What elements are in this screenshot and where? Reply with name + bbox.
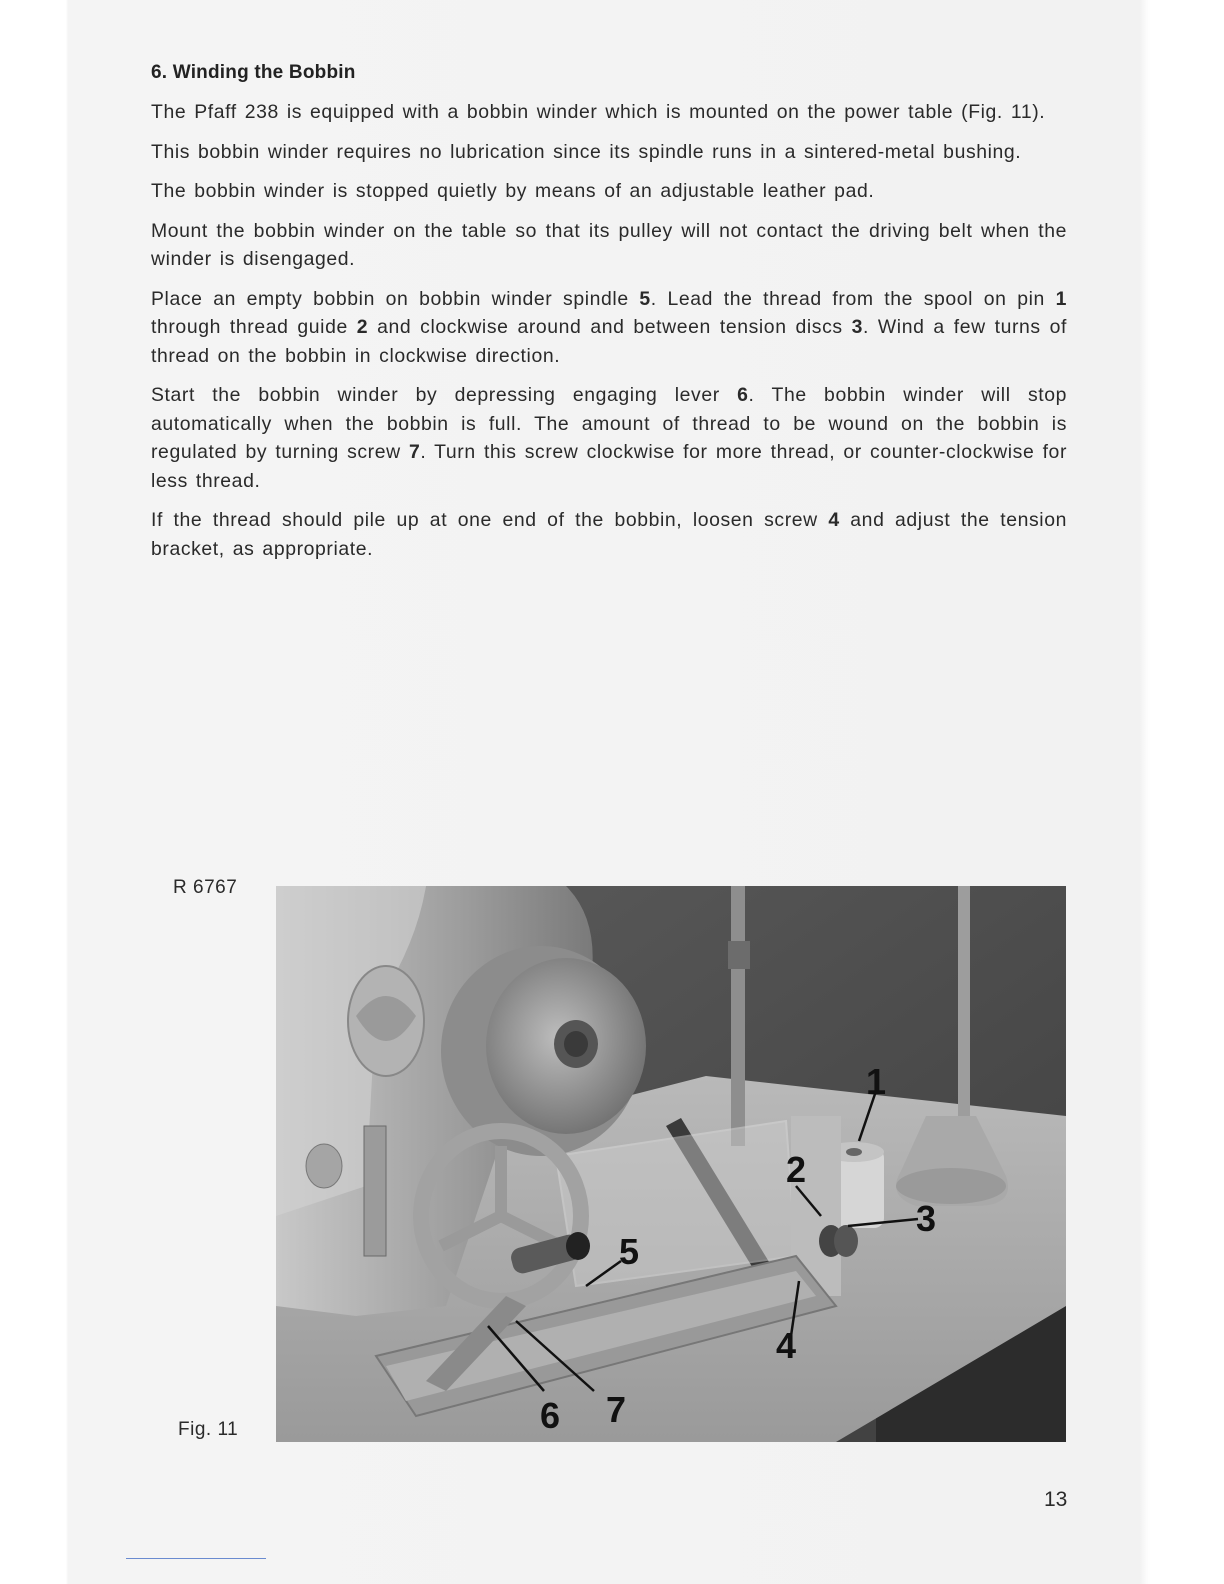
callout-1: 1 (866, 1061, 887, 1102)
callout-2: 2 (786, 1149, 807, 1190)
paragraph-5: Place an empty bobbin on bobbin winder spindle 5. Lead the thread from the spool on pin 1 through thread guide 2 and clockwise around and between tension discs 3. Wind a few turns of thread on the bobbin in clockwise direction. (151, 287, 1068, 367)
callout-4: 4 (776, 1325, 797, 1366)
footer-rule (126, 1558, 266, 1559)
page-number: 13 (1044, 1488, 1068, 1511)
section-heading: 6. Winding the Bobbin (151, 62, 356, 83)
paragraph-3: The bobbin winder is stopped quietly by means of an adjustable leather pad. (151, 180, 875, 202)
paragraph-6: Start the bobbin winder by depressing engaging lever 6. The bobbin winder will stop automatically when the bobbin is full. The amount of thread to be wound on the bobbin is regulated by turning screw 7. Turn this screw clockwise for more thread, or counter-clockwise for less thread. (151, 384, 1068, 492)
paragraph-4: Mount the bobbin winder on the table so that its pulley will not contact the driving belt when the winder is disengaged. (151, 219, 1067, 270)
section-text (151, 62, 1067, 574)
figure-caption: Fig. 11 (178, 1419, 239, 1440)
paragraph-2: This bobbin winder requires no lubrication since its spindle runs in a sintered-metal bushing. (151, 140, 1022, 163)
callout-3: 3 (916, 1198, 937, 1239)
callout-5: 5 (619, 1231, 640, 1272)
paragraph-7: If the thread should pile up at one end of the bobbin, loosen screw 4 and adjust the tension bracket, as appropriate. (151, 509, 1067, 560)
bobbin-winder-photo (276, 886, 1066, 1442)
callout-7: 7 (606, 1389, 627, 1430)
paragraph-1: The Pfaff 238 is equipped with a bobbin winder which is mounted on the power table (Fig. 11). (151, 101, 1046, 123)
callout-6: 6 (540, 1395, 561, 1436)
figure-reference: R 6767 (173, 877, 238, 898)
